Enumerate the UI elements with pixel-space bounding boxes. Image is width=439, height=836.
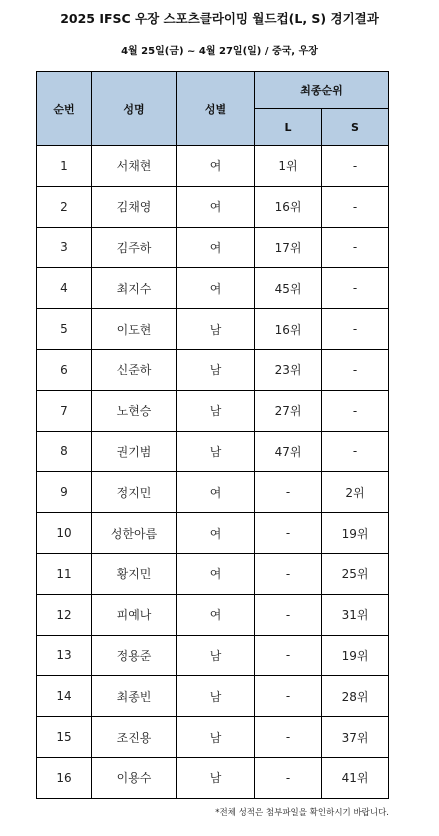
table-row xyxy=(37,717,389,758)
cell-lead: 1위 xyxy=(255,146,322,187)
cell-name: 신준하 xyxy=(92,349,177,390)
cell-name: 성한아름 xyxy=(92,513,177,554)
cell-no: 10 xyxy=(37,513,92,554)
cell-speed: - xyxy=(322,227,389,268)
cell-no: 13 xyxy=(37,635,92,676)
cell-speed: 2위 xyxy=(322,472,389,513)
cell-name: 조진용 xyxy=(92,717,177,758)
cell-lead: 47위 xyxy=(255,431,322,472)
cell-speed: 25위 xyxy=(322,553,389,594)
cell-name: 정용준 xyxy=(92,635,177,676)
cell-gender: 남 xyxy=(177,676,255,717)
table-header-row xyxy=(37,72,389,109)
cell-lead: - xyxy=(255,472,322,513)
cell-gender: 여 xyxy=(177,186,255,227)
table-row xyxy=(37,513,389,554)
cell-speed: - xyxy=(322,431,389,472)
cell-speed: - xyxy=(322,146,389,187)
event-date-location: 4월 25일(금) ~ 4월 27일(일) / 중국, 우장 xyxy=(121,46,318,57)
cell-lead: - xyxy=(255,717,322,758)
cell-lead: - xyxy=(255,635,322,676)
table-row xyxy=(37,757,389,798)
cell-no: 8 xyxy=(37,431,92,472)
cell-no: 15 xyxy=(37,717,92,758)
cell-gender: 여 xyxy=(177,553,255,594)
cell-gender: 여 xyxy=(177,594,255,635)
header-final-rank: 최종순위 xyxy=(255,72,389,109)
cell-no: 3 xyxy=(37,227,92,268)
cell-name: 최지수 xyxy=(92,268,177,309)
cell-lead: 16위 xyxy=(255,186,322,227)
cell-no: 2 xyxy=(37,186,92,227)
table-row xyxy=(37,186,389,227)
cell-gender: 여 xyxy=(177,472,255,513)
table-row xyxy=(37,309,389,350)
cell-lead: 23위 xyxy=(255,349,322,390)
cell-gender: 남 xyxy=(177,431,255,472)
table-row xyxy=(37,676,389,717)
cell-speed: - xyxy=(322,309,389,350)
cell-gender: 남 xyxy=(177,309,255,350)
cell-lead: 17위 xyxy=(255,227,322,268)
cell-speed: 28위 xyxy=(322,676,389,717)
cell-gender: 남 xyxy=(177,717,255,758)
cell-no: 14 xyxy=(37,676,92,717)
cell-lead: - xyxy=(255,594,322,635)
cell-lead: 27위 xyxy=(255,390,322,431)
cell-gender: 여 xyxy=(177,513,255,554)
cell-speed: 19위 xyxy=(322,635,389,676)
footnote: *전체 성적은 첨부파일을 확인하시기 바랍니다. xyxy=(215,808,389,818)
cell-speed: - xyxy=(322,349,389,390)
cell-lead: - xyxy=(255,676,322,717)
results-body xyxy=(37,146,389,799)
cell-speed: - xyxy=(322,390,389,431)
cell-speed: 41위 xyxy=(322,757,389,798)
table-row xyxy=(37,390,389,431)
cell-gender: 남 xyxy=(177,390,255,431)
cell-gender: 여 xyxy=(177,227,255,268)
header-name: 성명 xyxy=(92,72,177,146)
cell-name: 피예나 xyxy=(92,594,177,635)
cell-name: 김채영 xyxy=(92,186,177,227)
header-lead: L xyxy=(255,109,322,146)
results-table xyxy=(36,71,389,799)
cell-gender: 남 xyxy=(177,635,255,676)
table-row xyxy=(37,349,389,390)
cell-no: 11 xyxy=(37,553,92,594)
cell-name: 이도현 xyxy=(92,309,177,350)
cell-no: 7 xyxy=(37,390,92,431)
header-gender: 성별 xyxy=(177,72,255,146)
cell-speed: - xyxy=(322,186,389,227)
cell-gender: 남 xyxy=(177,349,255,390)
cell-speed: - xyxy=(322,268,389,309)
cell-name: 김주하 xyxy=(92,227,177,268)
cell-speed: 31위 xyxy=(322,594,389,635)
cell-speed: 37위 xyxy=(322,717,389,758)
table-row xyxy=(37,553,389,594)
cell-lead: - xyxy=(255,513,322,554)
cell-no: 6 xyxy=(37,349,92,390)
page-title: 2025 IFSC 우장 스포츠클라이밍 월드컵(L, S) 경기결과 xyxy=(60,11,379,26)
table-row xyxy=(37,594,389,635)
cell-no: 1 xyxy=(37,146,92,187)
table-row xyxy=(37,472,389,513)
table-row xyxy=(37,635,389,676)
table-row xyxy=(37,227,389,268)
cell-no: 4 xyxy=(37,268,92,309)
cell-no: 12 xyxy=(37,594,92,635)
cell-lead: - xyxy=(255,757,322,798)
cell-name: 정지민 xyxy=(92,472,177,513)
cell-name: 노현승 xyxy=(92,390,177,431)
cell-lead: - xyxy=(255,553,322,594)
cell-no: 16 xyxy=(37,757,92,798)
cell-speed: 19위 xyxy=(322,513,389,554)
cell-no: 5 xyxy=(37,309,92,350)
cell-name: 권기범 xyxy=(92,431,177,472)
table-row xyxy=(37,431,389,472)
table-row xyxy=(37,146,389,187)
cell-no: 9 xyxy=(37,472,92,513)
cell-name: 최종빈 xyxy=(92,676,177,717)
cell-lead: 16위 xyxy=(255,309,322,350)
header-rank-no: 순번 xyxy=(37,72,92,146)
cell-gender: 여 xyxy=(177,146,255,187)
cell-name: 이용수 xyxy=(92,757,177,798)
header-speed: S xyxy=(322,109,389,146)
cell-name: 서채현 xyxy=(92,146,177,187)
table-row xyxy=(37,268,389,309)
cell-gender: 남 xyxy=(177,757,255,798)
cell-name: 황지민 xyxy=(92,553,177,594)
cell-gender: 여 xyxy=(177,268,255,309)
cell-lead: 45위 xyxy=(255,268,322,309)
